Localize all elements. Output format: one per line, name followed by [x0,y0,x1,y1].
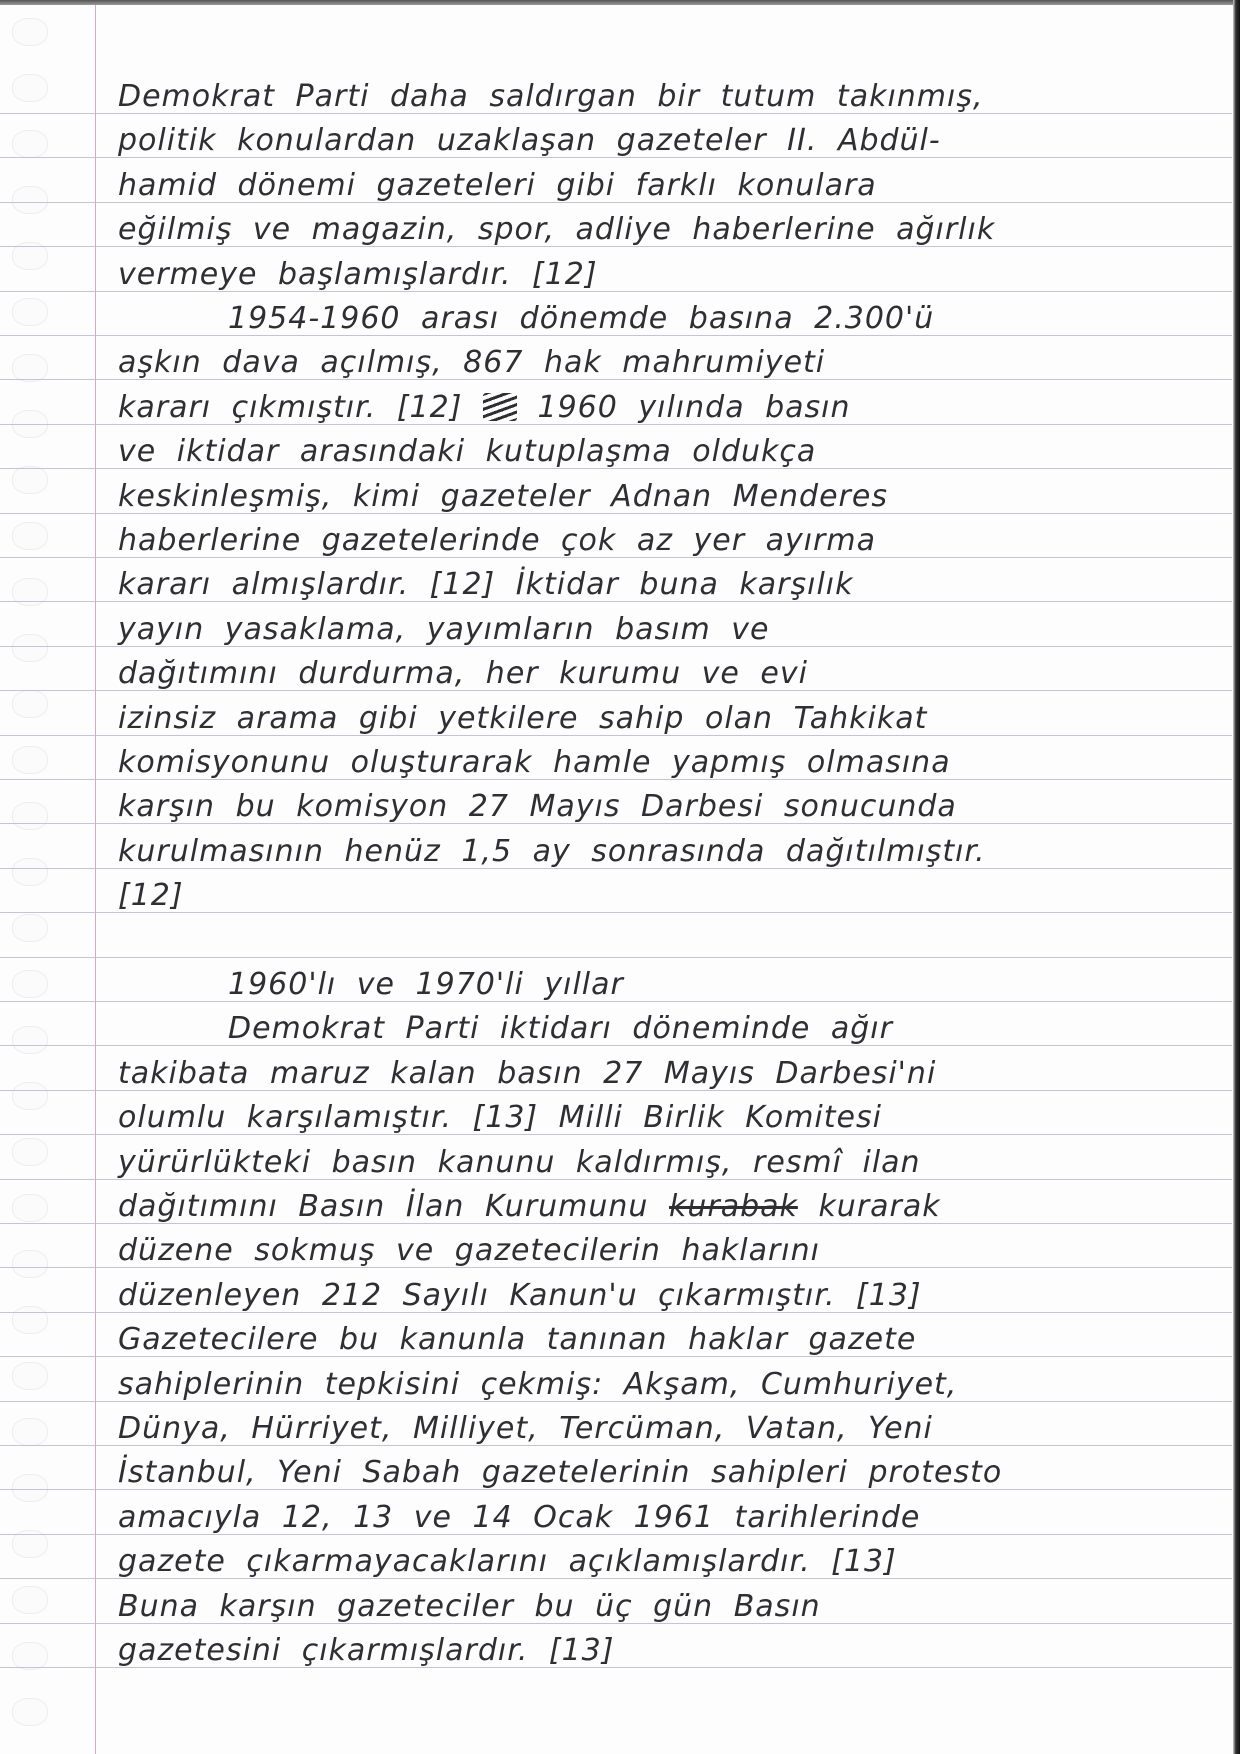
text-line: kurulmasının henüz 1,5 ay sonrasında dağıtılmıştır. [118,834,986,869]
paragraph-start-line: Demokrat Parti iktidarı döneminde ağır [228,1011,893,1046]
punched-hole [12,970,48,998]
text-line: takibata maruz kalan basın 27 Mayıs Darbesi'ni [118,1056,937,1091]
punched-hole [12,1698,48,1726]
punched-hole [12,1306,48,1334]
punched-hole [12,746,48,774]
scan-right-edge [1233,0,1240,1754]
punched-hole [12,1250,48,1278]
text-line: dağıtımını durdurma, her kurumu ve evi [118,656,808,691]
text-line: gazete çıkarmayacaklarını açıklamışlardır. [13] [118,1544,897,1579]
text-line: hamid dönemi gazeteleri gibi farklı konulara [118,168,877,203]
punched-hole [12,1418,48,1446]
punched-hole [12,858,48,886]
text-line: eğilmiş ve magazin, spor, adliye haberlerine ağırlık [118,212,996,247]
text-line: vermeye başlamışlardır. [12] [118,257,598,292]
citation-line: [12] [118,878,184,913]
text-line: komisyonunu oluşturarak hamle yapmış olmasına [118,745,951,780]
ruled-line [0,912,1232,913]
punched-hole [12,1026,48,1054]
text-line: düzene sokmuş ve gazetecilerin haklarını [118,1233,820,1268]
text-line: politik konulardan uzaklaşan gazeteler II. Abdül- [118,123,941,158]
text-line: sahiplerinin tepkisini çekmiş: Akşam, Cumhuriyet, [118,1367,958,1402]
margin-line [95,0,96,1754]
section-heading: 1960'lı ve 1970'li yıllar [228,967,624,1002]
punched-hole [12,1082,48,1110]
scan-top-edge [0,0,1240,5]
punched-hole [12,466,48,494]
text-line: amacıyla 12, 13 ve 14 Ocak 1961 tarihlerinde [118,1500,921,1535]
text-segment: kararı çıkmıştır. [12] [118,390,463,425]
text-line: Dünya, Hürriyet, Milliyet, Tercüman, Vatan, Yeni [118,1411,933,1446]
punched-hole [12,522,48,550]
text-line: düzenleyen 212 Sayılı Kanun'u çıkarmıştır. [13] [118,1278,922,1313]
punched-hole [12,690,48,718]
punched-hole [12,186,48,214]
text-line: aşkın dava açılmış, 867 hak mahrumiyeti [118,345,826,380]
text-line: yürürlükteki basın kanunu kaldırmış, resmî ilan [118,1145,921,1180]
text-line: Buna karşın gazeteciler bu üç gün Basın [118,1589,821,1624]
punched-hole [12,1474,48,1502]
punched-hole [12,298,48,326]
text-line: haberlerine gazetelerinde çok az yer ayırma [118,523,876,558]
text-line [118,1185,941,1229]
punched-hole-strip [0,0,60,1754]
text-line: olumlu karşılamıştır. [13] Milli Birlik Komitesi [118,1100,882,1135]
punched-hole [12,802,48,830]
punched-hole [12,1362,48,1390]
text-segment: kurarak [818,1189,941,1224]
text-segment: dağıtımını Basın İlan Kurumunu [118,1189,649,1224]
text-line: keskinleşmiş, kimi gazeteler Adnan Menderes [118,479,888,514]
text-line: gazetesini çıkarmışlardır. [13] [118,1633,615,1668]
text-segment: 1960 yılında basın [537,390,851,425]
text-line: yayın yasaklama, yayımların basım ve [118,612,770,647]
punched-hole [12,354,48,382]
punched-hole [12,1138,48,1166]
scribbled-out-mark [483,393,517,421]
struck-through-word: kurabak [668,1189,798,1224]
text-line: ve iktidar arasındaki kutuplaşma oldukça [118,434,817,469]
text-line: İstanbul, Yeni Sabah gazetelerinin sahipleri protesto [118,1455,1003,1490]
punched-hole [12,18,48,46]
punched-hole [12,1642,48,1670]
text-line [118,386,851,430]
text-line: Demokrat Parti daha saldırgan bir tutum takınmış, [118,79,984,114]
text-line: Gazetecilere bu kanunla tanınan haklar gazete [118,1322,917,1357]
punched-hole [12,130,48,158]
text-line: karşın bu komisyon 27 Mayıs Darbesi sonucunda [118,789,957,824]
text-line: kararı almışlardır. [12] İktidar buna karşılık [118,567,854,602]
paragraph-start-line: 1954-1960 arası dönemde basına 2.300'ü [228,301,935,336]
punched-hole [12,634,48,662]
punched-hole [12,914,48,942]
punched-hole [12,74,48,102]
text-line: izinsiz arama gibi yetkilere sahip olan Tahkikat [118,701,928,736]
punched-hole [12,1586,48,1614]
ruled-line [0,957,1232,958]
punched-hole [12,1194,48,1222]
